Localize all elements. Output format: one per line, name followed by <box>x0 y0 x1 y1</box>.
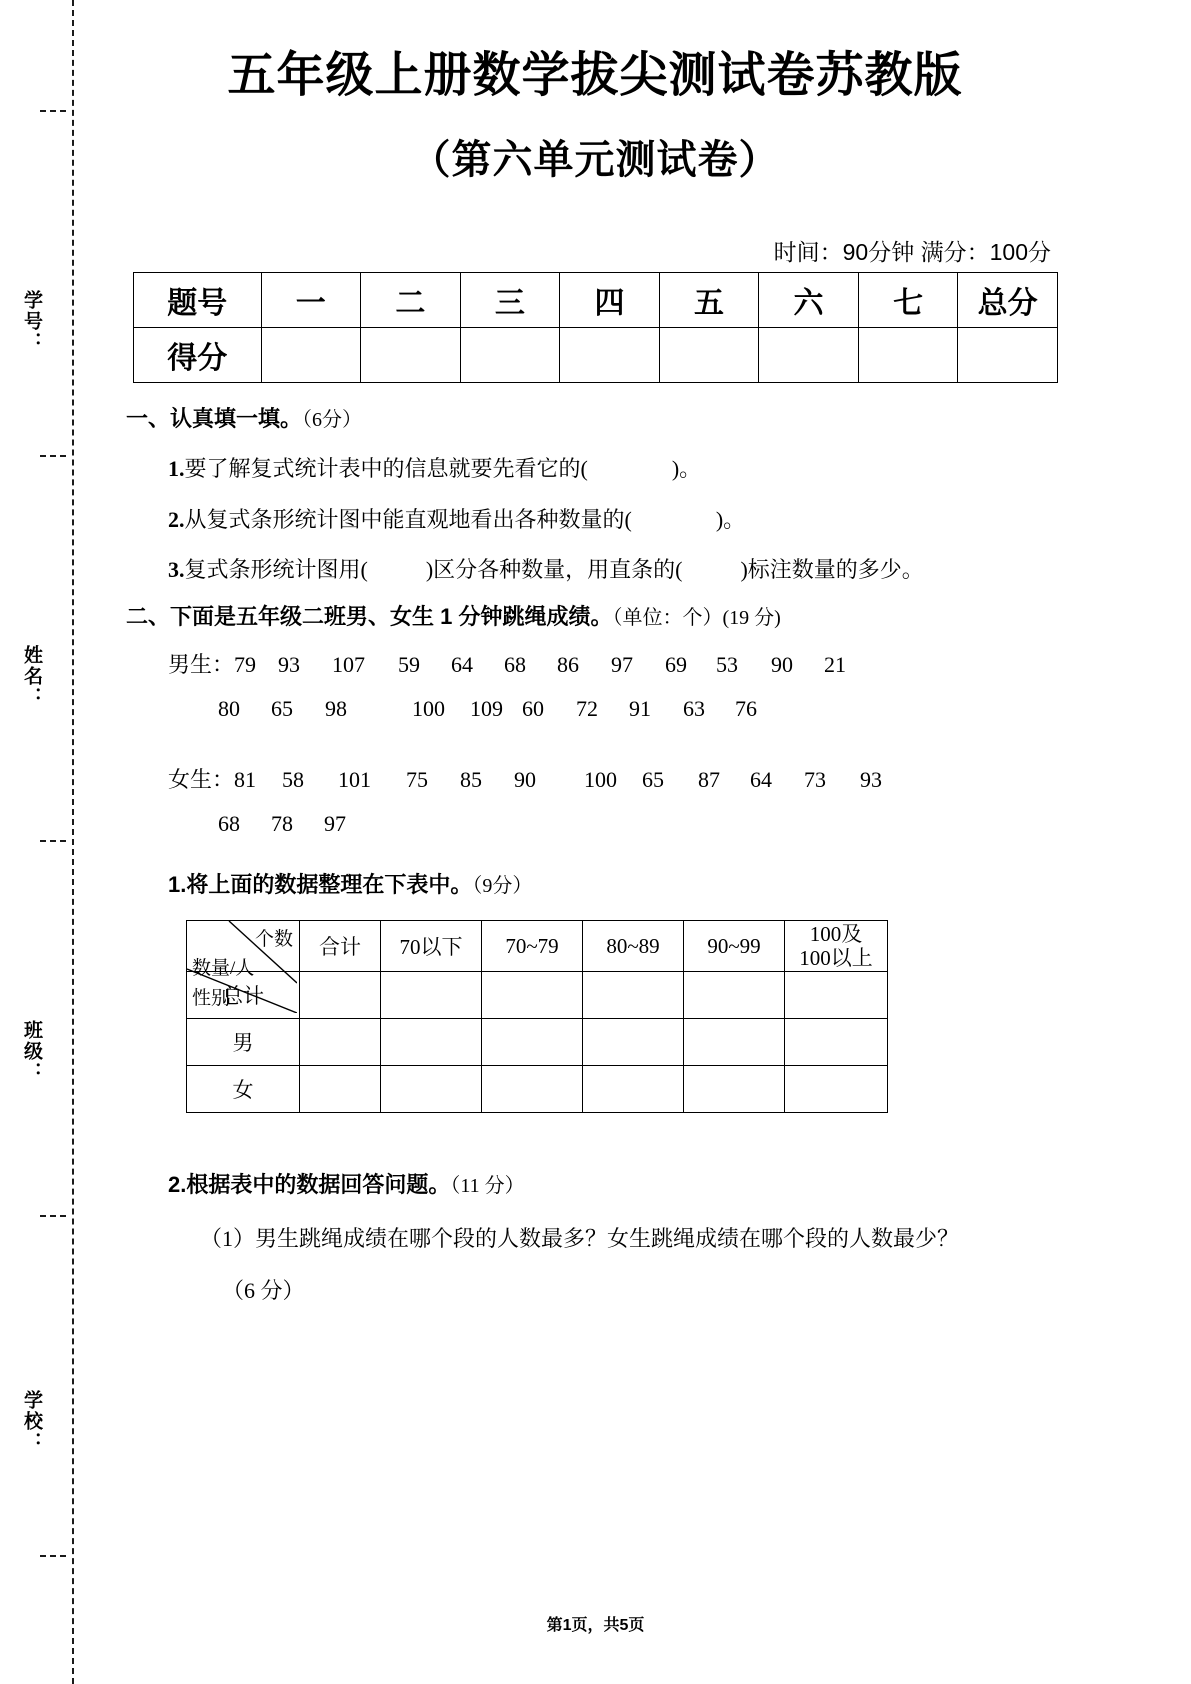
score-table-row-label-score: 得分 <box>134 328 262 383</box>
question-1-2-text: 从复式条形统计图中能直观地看出各种数量的( <box>184 507 632 532</box>
boys-value: 86 <box>557 652 580 677</box>
boys-value: 21 <box>824 652 847 677</box>
subquestion-2-1-text: 将上面的数据整理在下表中。 <box>186 872 473 897</box>
girls-value: 78 <box>271 811 293 836</box>
score-cell-4[interactable] <box>560 328 660 383</box>
girls-value: 65 <box>642 767 665 792</box>
boys-value: 65 <box>271 696 293 721</box>
margin-label-school: 学校： <box>21 1390 42 1453</box>
statistics-table <box>186 920 888 1113</box>
question-1-2-tail: )。 <box>715 507 746 532</box>
page-title: 五年级上册数学拔尖测试卷苏教版 <box>227 49 963 102</box>
stat-row-label-male: 男 <box>187 1019 300 1066</box>
score-table-col-1: 一 <box>261 273 361 328</box>
stat-cell[interactable] <box>684 1019 785 1066</box>
stat-cell[interactable] <box>785 1019 888 1066</box>
stat-corner-quantity-label: 数量/人 <box>192 958 255 979</box>
stat-cell[interactable] <box>482 1019 583 1066</box>
boys-value: 109 <box>470 696 503 721</box>
boys-value: 107 <box>332 652 366 677</box>
stat-cell[interactable] <box>785 1066 888 1113</box>
girls-value: 75 <box>406 767 429 792</box>
boys-value: 93 <box>278 652 301 677</box>
score-table-col-7: 七 <box>858 273 958 328</box>
section-1-heading <box>126 402 362 433</box>
subquestion-2-2-part1: （1）男生跳绳成绩在哪个段的人数最多？女生跳绳成绩在哪个段的人数最少？ <box>200 1226 960 1251</box>
stat-row-label-total: 总计 <box>187 972 300 1019</box>
stat-cell[interactable] <box>381 1066 482 1113</box>
stat-cell[interactable] <box>785 972 888 1019</box>
girls-value: 100 <box>584 767 618 792</box>
stat-col-header-100-plus-line2: 100以上 <box>799 946 873 971</box>
stat-col-header-100-plus-line1: 100及 <box>809 922 863 946</box>
boys-value: 91 <box>629 696 651 721</box>
stat-corner-count-label: 个数 <box>254 929 293 950</box>
boys-value: 60 <box>522 696 544 721</box>
section-2-unit: （单位：个） <box>612 607 723 629</box>
girls-data-row-2 <box>218 811 346 837</box>
margin-divider-dash <box>40 840 66 842</box>
question-1-3-text: 复式条形统计图用( <box>184 557 368 582</box>
stat-row-label-female: 女 <box>187 1066 300 1113</box>
subquestion-2-2-text: 根据表中的数据回答问题。 <box>186 1172 451 1197</box>
girls-label: 女生： <box>168 767 235 792</box>
girls-value: 68 <box>218 811 240 836</box>
stat-col-header-90-99: 90~99 <box>684 921 785 972</box>
margin-divider-dash <box>40 455 66 457</box>
margin-divider-dash <box>40 1215 66 1217</box>
margin-divider-dash <box>40 1555 66 1557</box>
stat-cell[interactable] <box>381 972 482 1019</box>
score-cell-7[interactable] <box>858 328 958 383</box>
table-row <box>134 328 1058 383</box>
score-table <box>133 272 1058 383</box>
boys-value: 68 <box>504 652 527 677</box>
stat-col-header-under70: 70以下 <box>381 921 482 972</box>
question-1-1 <box>168 452 701 483</box>
girls-value: 73 <box>804 767 827 792</box>
score-table-col-5: 五 <box>659 273 759 328</box>
stat-col-header-70-79: 70~79 <box>482 921 583 972</box>
question-1-2-number: 2. <box>168 507 185 532</box>
boys-value: 69 <box>665 652 688 677</box>
stat-cell[interactable] <box>300 1019 381 1066</box>
boys-value: 72 <box>576 696 598 721</box>
boys-value: 76 <box>735 696 757 721</box>
score-cell-1[interactable] <box>261 328 361 383</box>
girls-value: 58 <box>282 767 305 792</box>
girls-value: 97 <box>324 811 346 836</box>
table-row <box>187 921 888 972</box>
margin-divider-dash <box>40 110 66 112</box>
subquestion-2-2-points: （11 分） <box>450 1175 525 1197</box>
boys-label: 男生： <box>168 652 235 677</box>
section-1-title: 一、认真填一填。 <box>126 406 303 431</box>
score-cell-6[interactable] <box>759 328 859 383</box>
stat-cell[interactable] <box>583 1066 684 1113</box>
page-subtitle: （第六单元测试卷） <box>410 138 780 182</box>
subquestion-2-2 <box>168 1168 525 1199</box>
margin-label-name: 姓名： <box>21 645 42 708</box>
stat-corner-gender-label: 性别 <box>192 988 231 1009</box>
section-2-points: (19 分) <box>722 607 781 629</box>
question-1-1-number: 1. <box>168 456 185 481</box>
exam-meta-info: 时间：90分钟 满分：100分 <box>773 239 1051 265</box>
score-table-row-label-question: 题号 <box>134 273 262 328</box>
subquestion-2-1 <box>168 868 532 899</box>
subquestion-2-2-number: 2. <box>168 1172 187 1197</box>
score-table-col-total: 总分 <box>958 273 1058 328</box>
stat-cell[interactable] <box>482 1066 583 1113</box>
boys-value: 98 <box>325 696 347 721</box>
binding-dashed-line <box>72 0 76 1684</box>
stat-cell[interactable] <box>684 1066 785 1113</box>
boys-value: 90 <box>771 652 794 677</box>
question-1-3-tail: )标注数量的多少。 <box>740 557 924 582</box>
question-1-2 <box>168 503 745 534</box>
score-table-col-2: 二 <box>361 273 461 328</box>
girls-value: 81 <box>234 767 257 792</box>
question-1-3 <box>168 553 924 584</box>
question-1-3-middle: )区分各种数量，用直条的( <box>425 557 683 582</box>
subquestion-2-1-points: （9分） <box>472 875 533 897</box>
boys-value: 63 <box>683 696 705 721</box>
section-1-points: （6分） <box>302 409 363 431</box>
question-1-3-number: 3. <box>168 557 185 582</box>
score-cell-5[interactable] <box>659 328 759 383</box>
stat-col-header-80-89: 80~89 <box>583 921 684 972</box>
stat-col-header-100-plus <box>785 921 888 972</box>
table-row <box>187 1066 888 1113</box>
girls-value: 87 <box>698 767 721 792</box>
boys-value: 64 <box>451 652 474 677</box>
boys-value: 97 <box>611 652 634 677</box>
boys-value: 59 <box>398 652 421 677</box>
girls-value: 101 <box>338 767 372 792</box>
girls-value: 64 <box>750 767 773 792</box>
subquestion-2-2-part1-points: （6 分） <box>222 1278 305 1303</box>
section-2-heading <box>126 600 781 631</box>
score-cell-2[interactable] <box>361 328 461 383</box>
boys-value: 53 <box>716 652 739 677</box>
stat-cell[interactable] <box>583 972 684 1019</box>
score-table-col-3: 三 <box>460 273 560 328</box>
stat-cell[interactable] <box>300 1066 381 1113</box>
score-cell-total[interactable] <box>958 328 1058 383</box>
table-row <box>134 273 1058 328</box>
girls-data-row-1 <box>168 763 882 794</box>
girls-value: 90 <box>514 767 537 792</box>
boys-value: 100 <box>412 696 445 721</box>
boys-value: 80 <box>218 696 240 721</box>
girls-value: 85 <box>460 767 483 792</box>
score-table-col-4: 四 <box>560 273 660 328</box>
stat-cell[interactable] <box>381 1019 482 1066</box>
question-1-1-text: 要了解复式统计表中的信息就要先看它的( <box>184 456 588 481</box>
table-row <box>187 1019 888 1066</box>
score-cell-3[interactable] <box>460 328 560 383</box>
stat-col-header-total: 合计 <box>300 921 381 972</box>
stat-cell[interactable] <box>300 972 381 1019</box>
subquestion-2-1-number: 1. <box>168 872 187 897</box>
boys-data-row-2 <box>218 696 757 722</box>
score-table-col-6: 六 <box>759 273 859 328</box>
margin-label-student-id: 学号： <box>21 290 42 353</box>
stat-cell[interactable] <box>583 1019 684 1066</box>
boys-value: 79 <box>234 652 257 677</box>
margin-label-class: 班级： <box>21 1020 42 1083</box>
stat-cell[interactable] <box>684 972 785 1019</box>
boys-data-row-1 <box>168 648 846 679</box>
page-footer: 第1页，共5页 <box>546 1617 645 1634</box>
section-2-title: 二、下面是五年级二班男、女生 1 分钟跳绳成绩。 <box>126 604 613 629</box>
stat-cell[interactable] <box>482 972 583 1019</box>
girls-value: 93 <box>860 767 883 792</box>
question-1-1-tail: )。 <box>671 456 702 481</box>
